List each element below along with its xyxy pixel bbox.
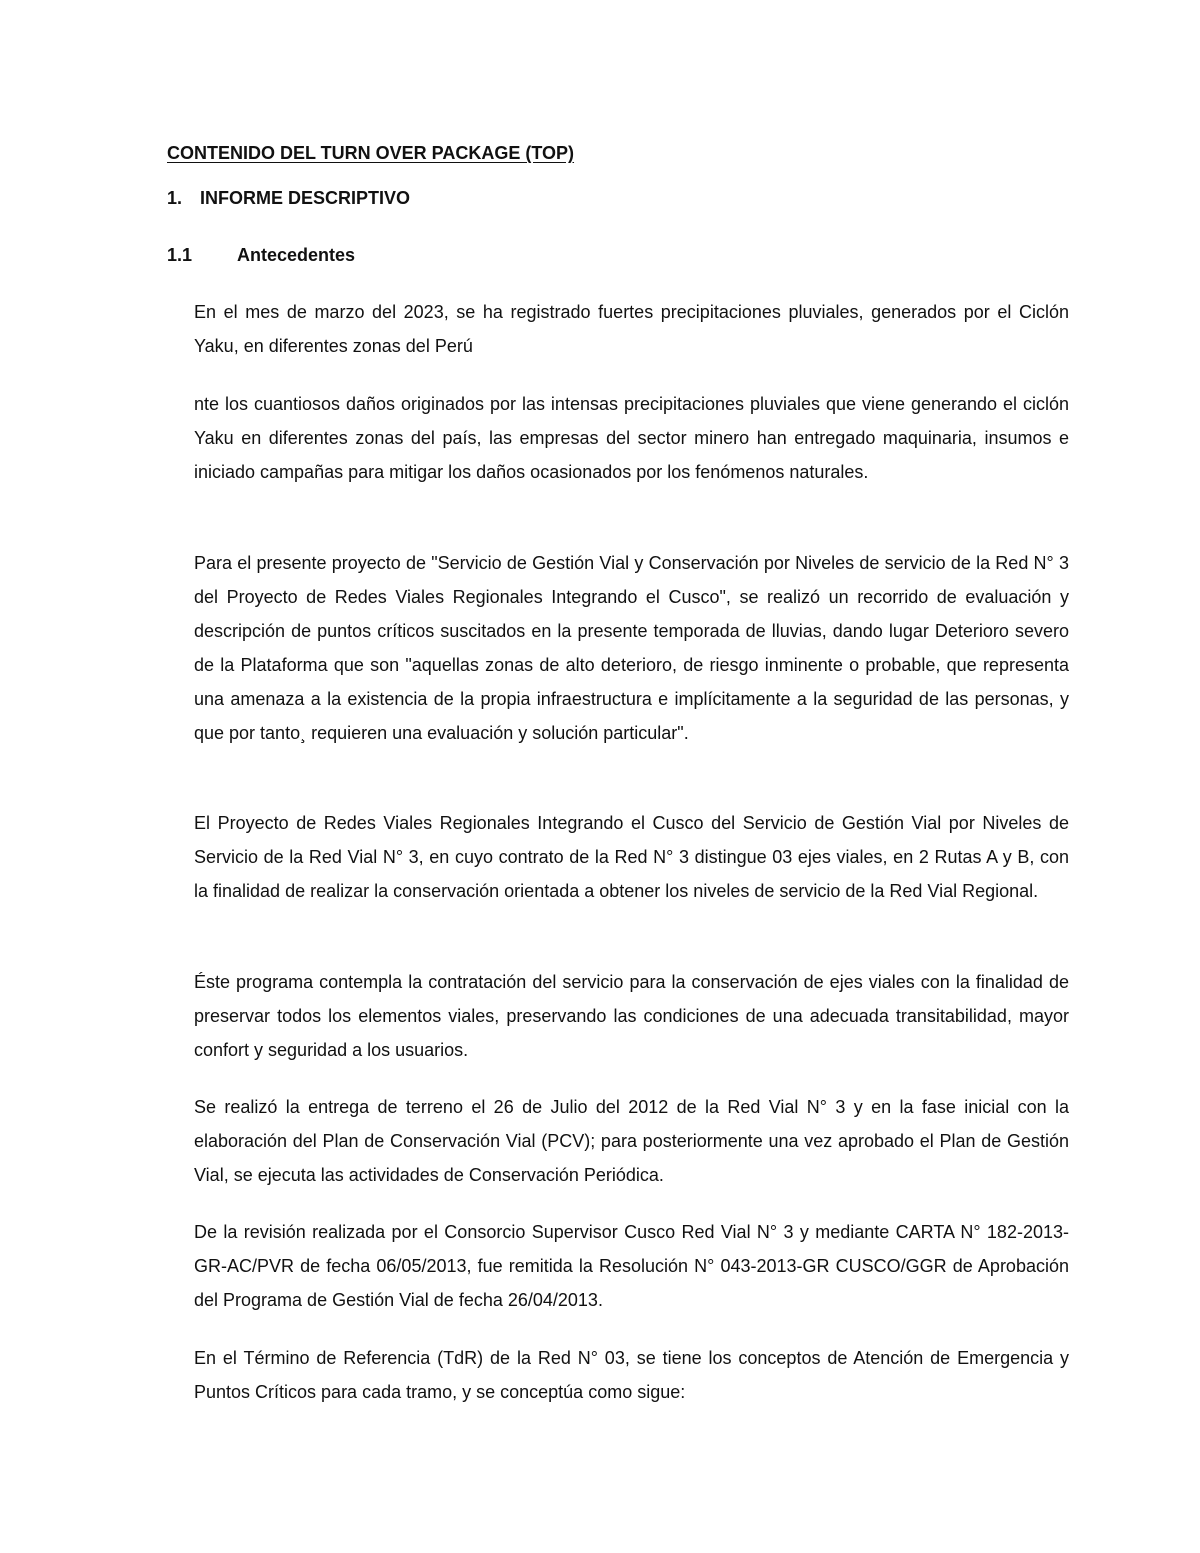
paragraph-1: En el mes de marzo del 2023, se ha registrado fuertes precipitaciones pluviales, generados por el Ciclón Yaku, en diferentes zonas del Perú <box>194 302 1069 356</box>
section-number: 1. <box>167 188 183 208</box>
paragraph-2: nte los cuantiosos daños originados por las intensas precipitaciones pluviales que viene generando el ciclón Yaku en diferentes zonas del país, las empresas del sector minero han entregado maquinaria, insumos e iniciado campañas para mitigar los daños ocasionados por los fenómenos naturales. <box>194 394 1069 482</box>
subsection-label: Antecedentes <box>237 245 356 265</box>
section-heading <box>167 188 410 209</box>
subsection-heading <box>167 245 355 266</box>
subsection-number: 1.1 <box>167 245 193 265</box>
paragraph-8: En el Término de Referencia (TdR) de la Red N° 03, se tiene los conceptos de Atención de Emergencia y Puntos Críticos para cada tramo, y se conceptúa como sigue: <box>194 1348 1069 1402</box>
document-title: CONTENIDO DEL TURN OVER PACKAGE (TOP) <box>167 143 575 163</box>
section-label: INFORME DESCRIPTIVO <box>200 188 411 208</box>
paragraph-6: Se realizó la entrega de terreno el 26 de Julio del 2012 de la Red Vial N° 3 y en la fase inicial con la elaboración del Plan de Conservación Vial (PCV); para posteriormente una vez aprobado el Plan de Gestión Vial, se ejecuta las actividades de Conservación Periódica. <box>194 1097 1069 1185</box>
paragraph-3: Para el presente proyecto de "Servicio de Gestión Vial y Conservación por Niveles de servicio de la Red N° 3 del Proyecto de Redes Viales Regionales Integrando el Cusco", se realizó un recorrido de evaluación y descripción de puntos críticos suscitados en la presente temporada de lluvias, dando lugar Deterioro severo de la Plataforma que son "aquellas zonas de alto deterioro, de riesgo inminente o probable, que representa una amenaza a la existencia de la propia infraestructura e implícitamente a la seguridad de las personas, y que por tanto¸ requieren una evaluación y solución particular". <box>194 553 1069 743</box>
paragraph-4: El Proyecto de Redes Viales Regionales Integrando el Cusco del Servicio de Gestión Vial por Niveles de Servicio de la Red Vial N° 3, en cuyo contrato de la Red N° 3 distingue 03 ejes viales, en 2 Rutas A y B, con la finalidad de realizar la conservación orientada a obtener los niveles de servicio de la Red Vial Regional. <box>194 813 1069 901</box>
paragraph-7: De la revisión realizada por el Consorcio Supervisor Cusco Red Vial N° 3 y mediante CARTA N° 182-2013-GR-AC/PVR de fecha 06/05/2013, fue remitida la Resolución N° 043-2013-GR CUSCO/GGR de Aprobación del Programa de Gestión Vial de fecha 26/04/2013. <box>194 1222 1069 1310</box>
paragraph-5: Éste programa contempla la contratación del servicio para la conservación de ejes viales con la finalidad de preservar todos los elementos viales, preservando las condiciones de una adecuada transitabilidad, mayor confort y seguridad a los usuarios. <box>194 972 1069 1060</box>
